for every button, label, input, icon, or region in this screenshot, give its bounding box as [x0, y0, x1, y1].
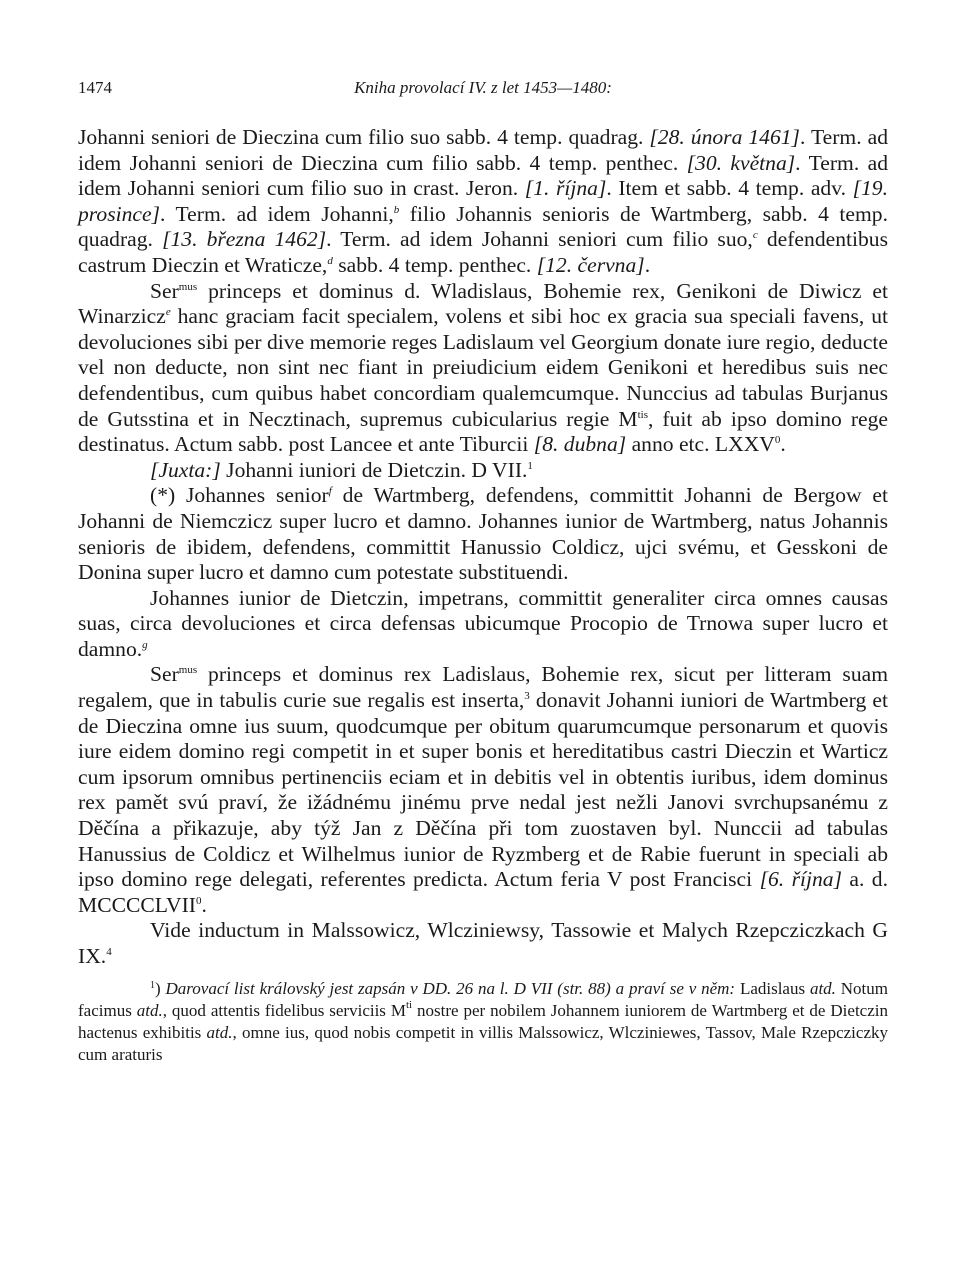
footnote-ref: 1	[527, 459, 533, 472]
editorial-note: [Juxta:]	[150, 457, 221, 482]
footnote-ref: 4	[106, 946, 112, 958]
text-run: filio Johannis senioris de Wartmberg, sabb. 4 temp. quadrag.	[78, 201, 888, 252]
superscript: 0	[196, 894, 202, 907]
text-run: Johanni iuniori de Dietczin. D VII.	[220, 457, 528, 482]
superscript: 0	[774, 434, 781, 447]
superscript: tis	[637, 408, 649, 421]
date-annotation: [19. prosince]	[78, 176, 888, 226]
text-run: )	[155, 978, 166, 998]
paragraph-5	[78, 586, 888, 663]
paragraph-4	[78, 483, 888, 585]
text-run: princeps et dominus d. Wladislaus, Bohemie rex, Genikoni de Diwicz et Winarzicz	[78, 278, 888, 329]
page-header	[78, 78, 888, 112]
text-run: . Term. ad idem Johanni seniori de Dieczina cum filio sabb. 4 temp. penthec.	[78, 125, 888, 175]
text-run: .	[201, 892, 207, 917]
italic-run: atd.	[809, 978, 836, 998]
superscript: mus	[178, 664, 198, 677]
text-run: Vide inductum in Malssowicz, Wlcziniewsy, Tassowie et Malych Rzepcziczkach G IX.	[78, 918, 888, 968]
footnote-ref: 3	[524, 690, 530, 703]
date-annotation: [8. dubna]	[533, 432, 627, 457]
text-run: princeps et dominus rex Ladislaus, Bohemie rex, sicut per litteram suam regalem, que in tabulis curie sue regalis est inserta,	[78, 662, 888, 713]
note-marker: b	[393, 203, 400, 216]
date-annotation: [30. května]	[686, 150, 796, 175]
italic-run: Darovací list královský jest zapsán v DD. 26 na l. D VII (str. 88) a praví se v něm:	[165, 978, 736, 998]
date-annotation: [28. února 1461]	[649, 125, 800, 149]
text-run: donavit Johanni iuniori de Wartmberg et de Dieczina omne ius suum, quodcumque per obitum quarumcumque personarum et quovis iure eidem domino regi competit in et super bonis et hereditatibus castri Dieczin et Warticz cum ipsorum omnibus pertinenciis eciam et in debitis vel in obtentis iuribus, idem dominus rex pamět svú praví, že ižádnému jinému prve nedal jest nežli Janovi svrchupsanému z Děčína a přikazuje, aby týž Jan z Děčína při tom zuostaven byl. Nunccii ad tabulas Hanussius de Coldicz et Wilhelmus iunior de Ryzmberg et de Rabie fuerunt in speciali ab ipso domino rege delegati, referentes predicta. Actum feria V post Francisci	[78, 688, 888, 892]
text-run: , quod attentis fidelibus serviciis M	[162, 1000, 406, 1020]
footnotes	[78, 978, 888, 1066]
paragraph-2	[78, 279, 888, 458]
text-run: .	[780, 432, 786, 457]
paragraph-3	[78, 458, 888, 484]
text-run: . Term. ad idem Johanni,	[159, 201, 394, 226]
paragraph-6	[78, 662, 888, 918]
paragraph-1	[78, 125, 888, 279]
date-annotation: [6. října]	[759, 867, 842, 892]
note-marker: e	[165, 306, 171, 319]
text-run: . Term. ad idem Johanni seniori cum filio suo,	[326, 227, 753, 252]
text-run: Notum facimus	[78, 978, 888, 1020]
page-number: 1474	[78, 78, 112, 97]
superscript: ti	[405, 998, 413, 1011]
paragraph-7	[78, 918, 888, 969]
date-annotation: [12. června]	[536, 252, 645, 277]
text-run: defendentibus castrum Dieczin et Wraticze,	[78, 227, 888, 277]
text-run: de Wartmberg, defendens, committit Johanni de Bergow et Johanni de Niemczicz super lucro et damno. Johannes iunior de Wartmberg, natus Johannis senioris de ibidem, defendens, committit Hanussio Coldicz, ujci svému, et Gesskoni de Donina super lucro et damno cum potestate substituendi.	[78, 483, 888, 585]
note-marker: g	[142, 638, 148, 651]
text-run: sabb. 4 temp. penthec.	[332, 252, 537, 277]
text-run: Ser	[150, 278, 179, 303]
text-run: Ladislaus	[735, 978, 810, 998]
text-run: . Term. ad idem Johanni seniori cum filio suo in crast. Jeron.	[78, 150, 889, 201]
main-text	[78, 125, 888, 970]
date-annotation: [13. března 1462]	[162, 227, 327, 252]
text-run: Johanni seniori de Dieczina cum filio suo sabb. 4 temp. quadrag.	[78, 125, 650, 149]
text-run: nostre per nobilem Johannem iuniorem de Wartmberg et de Dietczin hactenus exhibitis	[78, 1000, 888, 1042]
text-run: Ser	[150, 662, 179, 687]
text-run: (*) Johannes senior	[150, 483, 329, 508]
running-title: Kniha provolací IV. z let 1453—1480:	[354, 78, 612, 97]
text-run: Johannes iunior de Dietczin, impetrans, committit generaliter circa omnes causas suas, circa devoluciones et circa defensas ubicumque Procopio de Trnowa super lucro et damno.	[78, 585, 888, 661]
note-marker: c	[752, 229, 758, 242]
text-run: . Item et sabb. 4 temp. adv.	[606, 176, 853, 201]
text-run: .	[644, 252, 651, 277]
italic-run: atd.	[206, 1022, 233, 1042]
note-marker: d	[327, 254, 333, 267]
text-run: , omne ius, quod nobis competit in villis Malssowicz, Wlcziniewes, Tassov, Male Rzepcziczky cum araturis	[78, 1022, 888, 1064]
superscript: mus	[178, 280, 198, 293]
date-annotation: [1. října]	[524, 176, 607, 201]
footnote-number: 1	[150, 979, 155, 991]
note-marker: f	[328, 485, 332, 498]
text-run: , fuit ab ipso domino rege destinatus. Actum sabb. post Lancee et ante Tiburcii	[78, 406, 888, 457]
italic-run: atd.	[136, 1000, 163, 1020]
text-run: a. d. MCCCCLVII	[78, 867, 888, 917]
text-run: hanc graciam facit specialem, volens et sibi hoc ex gracia sua speciali favens, ut devoluciones sibi per dive memorie reges Ladislaum vel Georgium donate iure regio, deducte vel non deducte, non sint nec fiant in preiudicium eidem Genikoni et heredibus suis nec defendentibus, cum quibus habet concordiam qualemcumque. Nunccius ad tabulas Burjanus de Gutsstina et in Necztinach, supremus cubicularius regie M	[78, 304, 888, 431]
footnote-1	[78, 978, 888, 1066]
text-run: anno etc. LXXV	[626, 432, 775, 457]
